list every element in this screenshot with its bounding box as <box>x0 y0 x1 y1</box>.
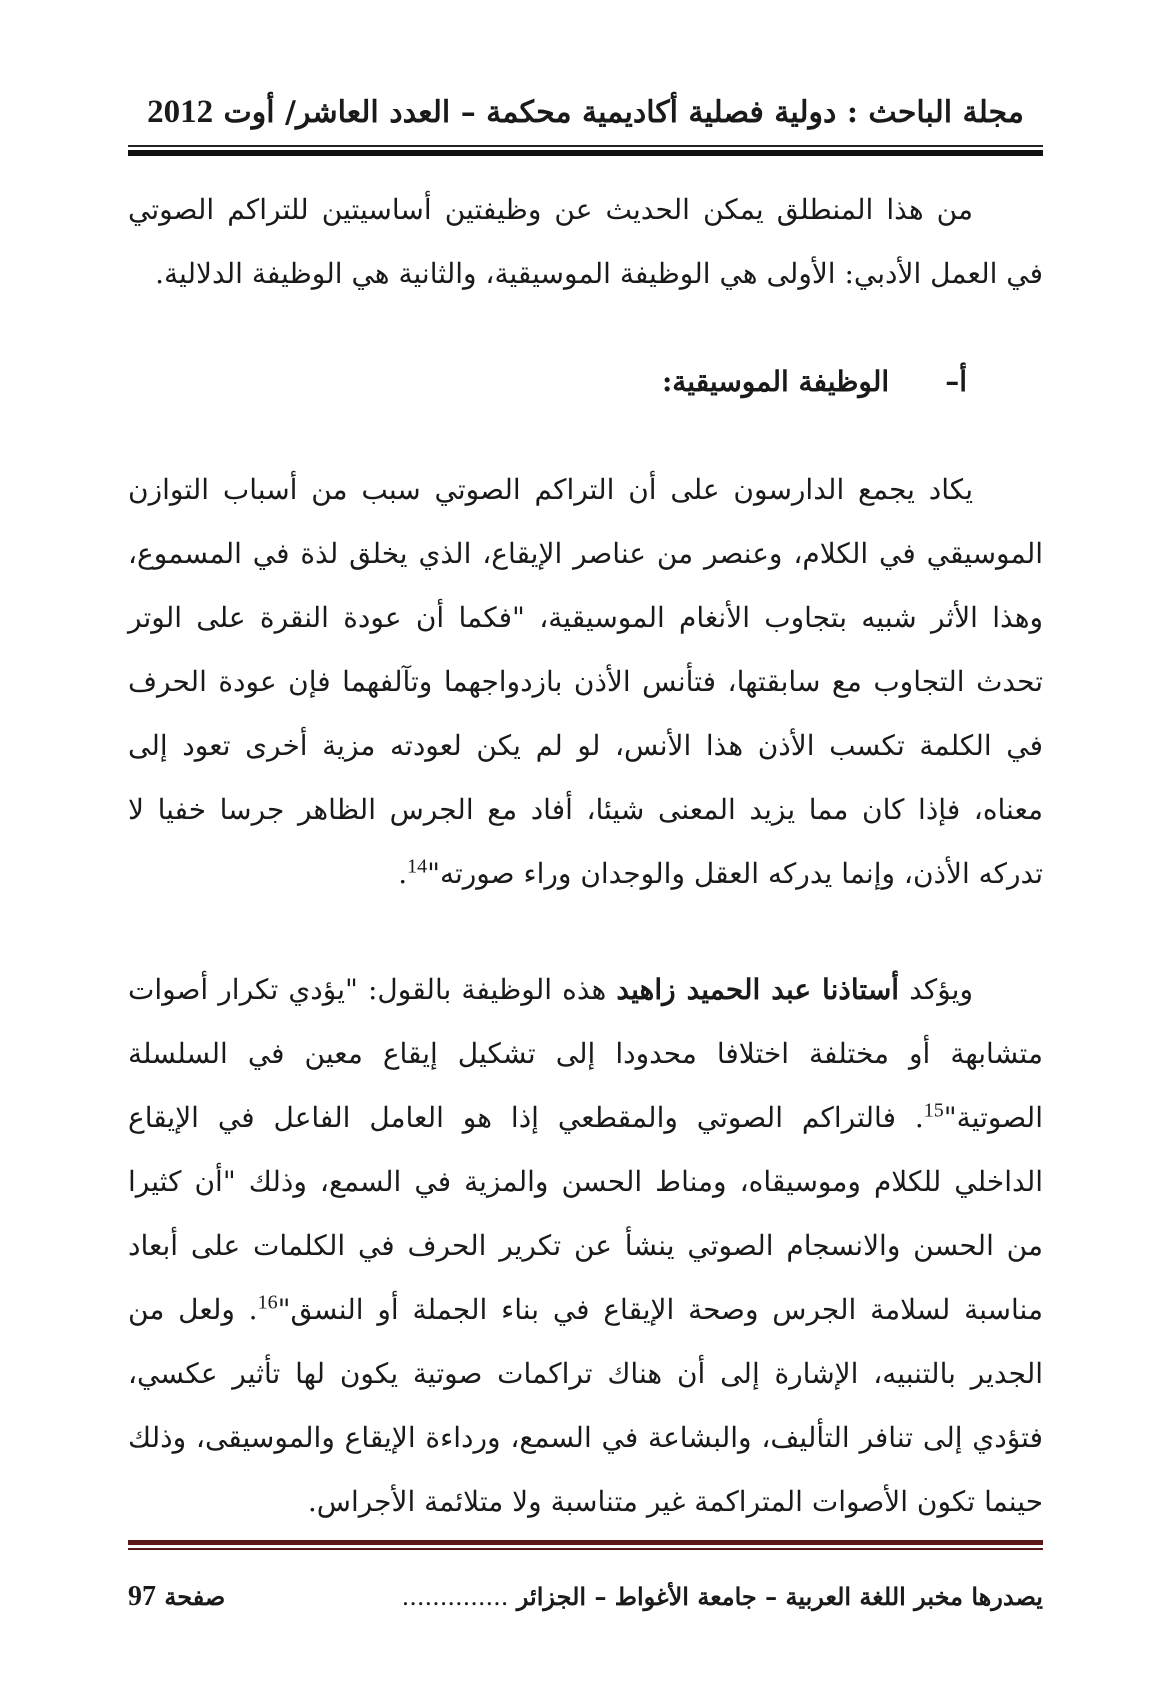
paragraph2-middle: . فالتراكم الصوتي والمقطعي إذا هو العامل الفاعل في الإيقاع الداخلي للكلام وموسيقاه، ومناط الحسن والمزية في السمع، وذلك "أن كثيرا من الحسن والانسجام الصوتي ينشأ عن تكرير الحرف في الكلمات على أبعاد مناسبة لسلامة الجرس وصحة الإيقاع في بناء الجملة أو النسق" <box>128 1101 1044 1326</box>
paragraph2-lead: ويؤكد <box>909 973 973 1006</box>
footer-rule-thin <box>128 1548 1043 1550</box>
page-footer <box>128 1575 1043 1619</box>
paragraph1-end: . <box>398 857 408 890</box>
footnote-ref-15: 15 <box>923 1099 944 1122</box>
paragraph2-end: . ولعل من الجدير بالتنبيه، الإشارة إلى أن هناك تراكمات صوتية يكون لها تأثير عكسي، فتؤدي إلى تنافر التأليف، والبشاعة في السمع، ورداءة الإيقاع والموسيقى، وذلك حينما تكون الأصوات المتراكمة غير متناسبة ولا متلائمة الأجراس. <box>128 1293 1043 1518</box>
journal-title: مجلة الباحث : دولية فصلية أكاديمية محكمة – العدد العاشر/ أوت <box>223 95 1024 130</box>
intro-paragraph: من هذا المنطلق يمكن الحديث عن وظيفتين أساسيتين للتراكم الصوتي في العمل الأدبي: الأولى هي الوظيفة الموسيقية، والثانية هي الوظيفة الدلالية. <box>128 193 1043 290</box>
page-number-block <box>128 1575 225 1619</box>
section-heading <box>128 350 1043 414</box>
journal-header <box>128 92 1043 133</box>
section-title: الوظيفة الموسيقية: <box>661 365 890 398</box>
footer-publisher <box>402 1575 1043 1619</box>
section-letter: أ– <box>945 365 967 398</box>
paragraph2-quote: هذه الوظيفة بالقول: "يؤدي تكرار أصوات متشابهة أو مختلفة اختلافا محدودا إلى تشكيل إيقاع معين في السلسلة الصوتية" <box>128 973 1043 1134</box>
publisher-text: يصدرها مخبر اللغة العربية – جامعة الأغواط – الجزائر <box>516 1582 1043 1611</box>
footnote-ref-14: 14 <box>407 855 428 878</box>
article-body <box>128 178 1043 1534</box>
header-rule-thin <box>128 145 1043 147</box>
footer-dots: .............. <box>401 1583 509 1611</box>
paragraph1-text: يكاد يجمع الدارسون على أن التراكم الصوتي سبب من أسباب التوازن الموسيقي في الكلام، وعنصر من عناصر الإيقاع، الذي يخلق لذة في المسموع، وهذا الأثر شبيه بتجاوب الأنغام الموسيقية، "فكما أن عودة النقرة على الوتر تحدث التجاوب مع سابقتها، فتأنس الأذن بازدواجهما وتآلفهما فإن عودة الحرف في الكلمة تكسب الأذن هذا الأنس، لو لم يكن لعودته مزية أخرى تعود إلى معناه، فإذا كان مما يزيد المعنى شيئا، أفاد مع الجرس الظاهر جرسا خفيا لا تدركه الأذن، وإنما يدركه العقل والوجدان وراء صورته" <box>128 473 1043 890</box>
page-label: صفحة <box>164 1582 226 1611</box>
paragraph-musical-function <box>128 458 1043 906</box>
footnote-ref-16: 16 <box>257 1291 278 1314</box>
author-name: أستاذنا عبد الحميد زاهيد <box>616 973 900 1006</box>
header-rule-thick <box>128 150 1043 156</box>
page-number: 97 <box>128 1581 156 1612</box>
paragraph-zahid-quote <box>128 958 1043 1534</box>
journal-year: 2012 <box>147 94 214 130</box>
footer-rule-thick <box>128 1540 1043 1545</box>
